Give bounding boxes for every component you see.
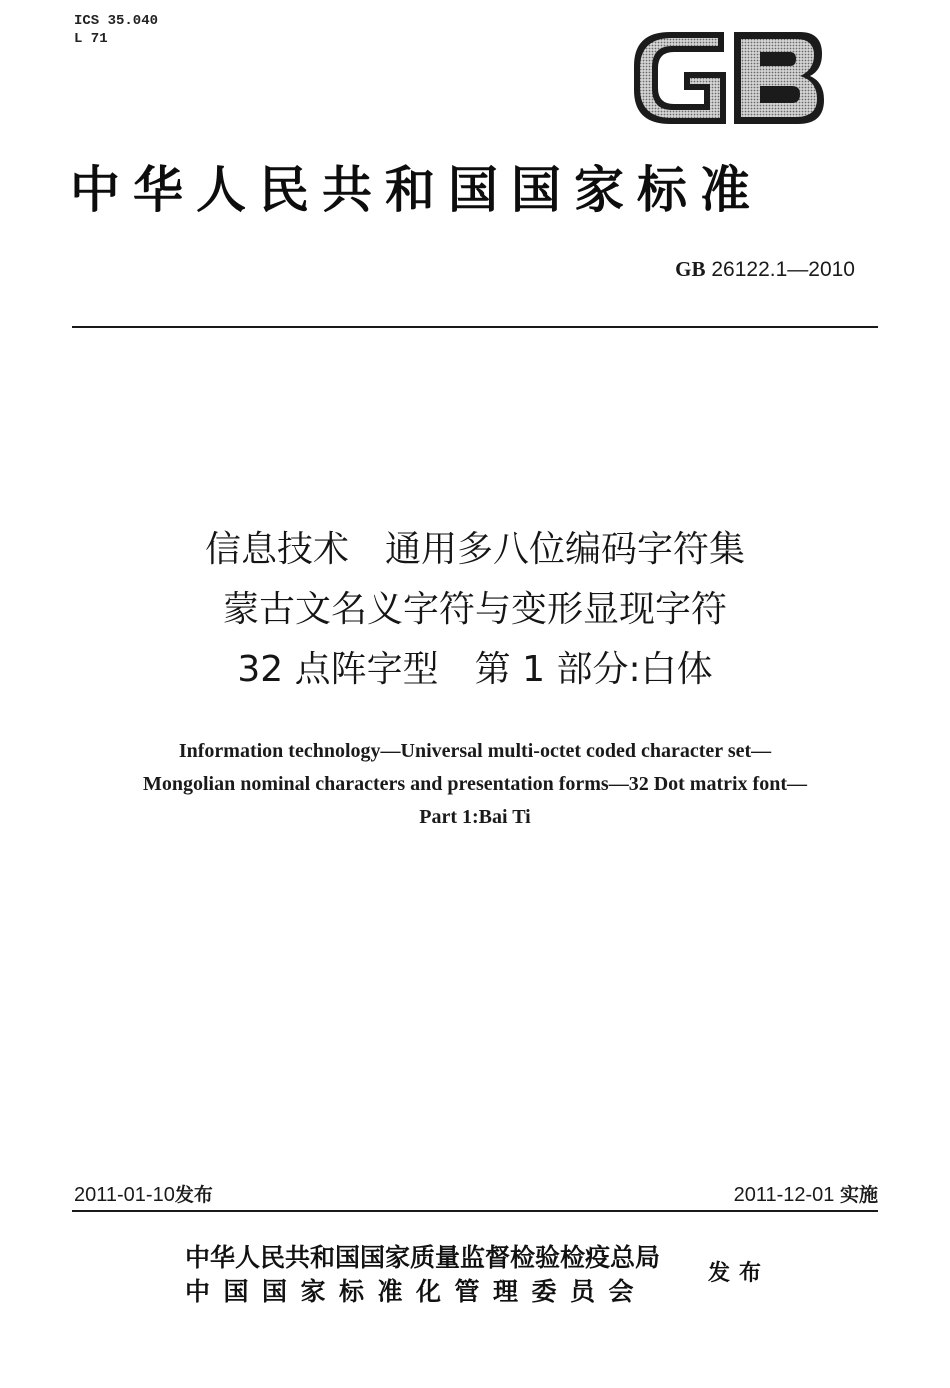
english-title xyxy=(0,735,950,834)
implementation-date-label: 实施 xyxy=(839,1184,878,1206)
bottom-divider xyxy=(72,1210,878,1212)
ccs-code: L 71 xyxy=(74,31,108,47)
issue-date xyxy=(74,1183,213,1207)
national-standard-title: 中华人民共和国国家标准 xyxy=(70,161,763,219)
issue-date-label: 发布 xyxy=(174,1184,213,1206)
implementation-date-value: 2011-12-01 xyxy=(733,1184,835,1206)
publish-label: 发布 xyxy=(708,1260,771,1286)
standard-code: 26122.1—2010 xyxy=(711,258,855,281)
english-title-line-2: Mongolian nominal characters and presentation forms—32 Dot matrix font— xyxy=(142,773,808,795)
ics-code: ICS 35.040 xyxy=(74,13,159,29)
chinese-title-line-2: 蒙古文名义字符与变形显现字符 xyxy=(222,589,727,630)
issue-date-value: 2011-01-10 xyxy=(74,1184,175,1206)
implementation-date xyxy=(734,1183,878,1207)
english-title-line-3: Part 1:Bai Ti xyxy=(419,806,531,828)
gb-logo xyxy=(630,26,826,130)
issuer-sac: 中国国家标准化管理委员会 xyxy=(185,1277,648,1306)
top-divider xyxy=(72,326,878,328)
standard-number xyxy=(675,256,855,283)
chinese-title-line-3: 32 点阵字型 第 1 部分:白体 xyxy=(237,649,713,690)
classification-codes xyxy=(74,12,158,48)
chinese-title-line-1: 信息技术 通用多八位编码字符集 xyxy=(204,529,745,570)
chinese-title xyxy=(0,520,950,700)
english-title-line-1: Information technology—Universal multi-octet coded character set— xyxy=(178,740,772,762)
issuer-aqsiq: 中华人民共和国国家质量监督检验检疫总局 xyxy=(185,1243,661,1272)
standard-prefix: GB xyxy=(675,257,706,281)
